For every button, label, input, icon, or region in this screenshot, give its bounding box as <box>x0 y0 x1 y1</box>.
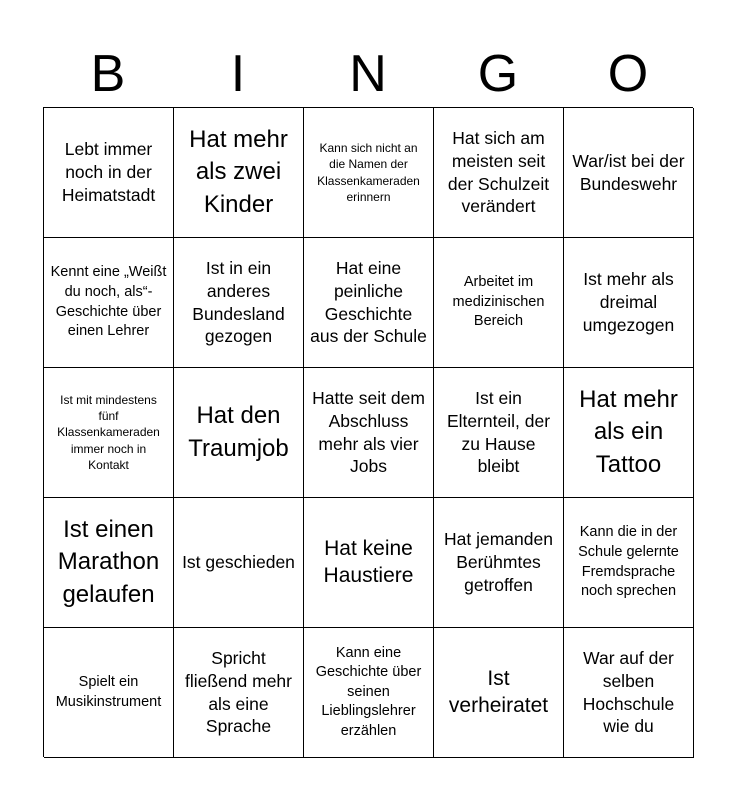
bingo-cell[interactable]: War auf der selben Hochschule wie du <box>564 628 694 758</box>
bingo-cell[interactable]: Hat eine peinliche Geschichte aus der Schule <box>304 238 434 368</box>
bingo-cell[interactable]: Ist mehr als dreimal umgezogen <box>564 238 694 368</box>
bingo-board <box>43 107 693 757</box>
header-letter-g: G <box>477 45 519 103</box>
bingo-cell[interactable]: War/ist bei der Bundeswehr <box>564 108 694 238</box>
bingo-cell[interactable]: Kann die in der Schule gelernte Fremdsprache noch sprechen <box>564 498 694 628</box>
bingo-header <box>43 42 693 106</box>
bingo-cell[interactable]: Hat mehr als ein Tattoo <box>564 368 694 498</box>
bingo-cell[interactable]: Ist einen Marathon gelaufen <box>44 498 174 628</box>
bingo-cell[interactable]: Hat mehr als zwei Kinder <box>174 108 304 238</box>
bingo-cell[interactable]: Ist geschieden <box>174 498 304 628</box>
bingo-cell[interactable]: Spricht fließend mehr als eine Sprache <box>174 628 304 758</box>
bingo-cell[interactable]: Lebt immer noch in der Heimatstadt <box>44 108 174 238</box>
bingo-cell[interactable]: Hat den Traumjob <box>174 368 304 498</box>
bingo-cell[interactable]: Hat jemanden Berühmtes getroffen <box>434 498 564 628</box>
bingo-cell[interactable]: Kann eine Geschichte über seinen Lieblingslehrer erzählen <box>304 628 434 758</box>
bingo-cell[interactable]: Ist in ein anderes Bundesland gezogen <box>174 238 304 368</box>
header-letter-b: B <box>90 45 126 103</box>
bingo-cell[interactable]: Kennt eine „Weißt du noch, als“-Geschichte über einen Lehrer <box>44 238 174 368</box>
bingo-cell[interactable]: Kann sich nicht an die Namen der Klassenkameraden erinnern <box>304 108 434 238</box>
bingo-cell[interactable]: Hat keine Haustiere <box>304 498 434 628</box>
header-letter-o: O <box>607 45 649 103</box>
header-letter-n: N <box>349 45 387 103</box>
bingo-cell[interactable]: Spielt ein Musikinstrument <box>44 628 174 758</box>
bingo-cell[interactable]: Arbeitet im medizinischen Bereich <box>434 238 564 368</box>
bingo-cell[interactable]: Ist ein Elternteil, der zu Hause bleibt <box>434 368 564 498</box>
bingo-cell[interactable]: Hatte seit dem Abschluss mehr als vier Jobs <box>304 368 434 498</box>
bingo-cell[interactable]: Hat sich am meisten seit der Schulzeit verändert <box>434 108 564 238</box>
bingo-cell[interactable]: Ist mit mindestens fünf Klassenkameraden immer noch in Kontakt <box>44 368 174 498</box>
bingo-cell[interactable]: Ist verheiratet <box>434 628 564 758</box>
header-letter-i: I <box>230 45 246 103</box>
